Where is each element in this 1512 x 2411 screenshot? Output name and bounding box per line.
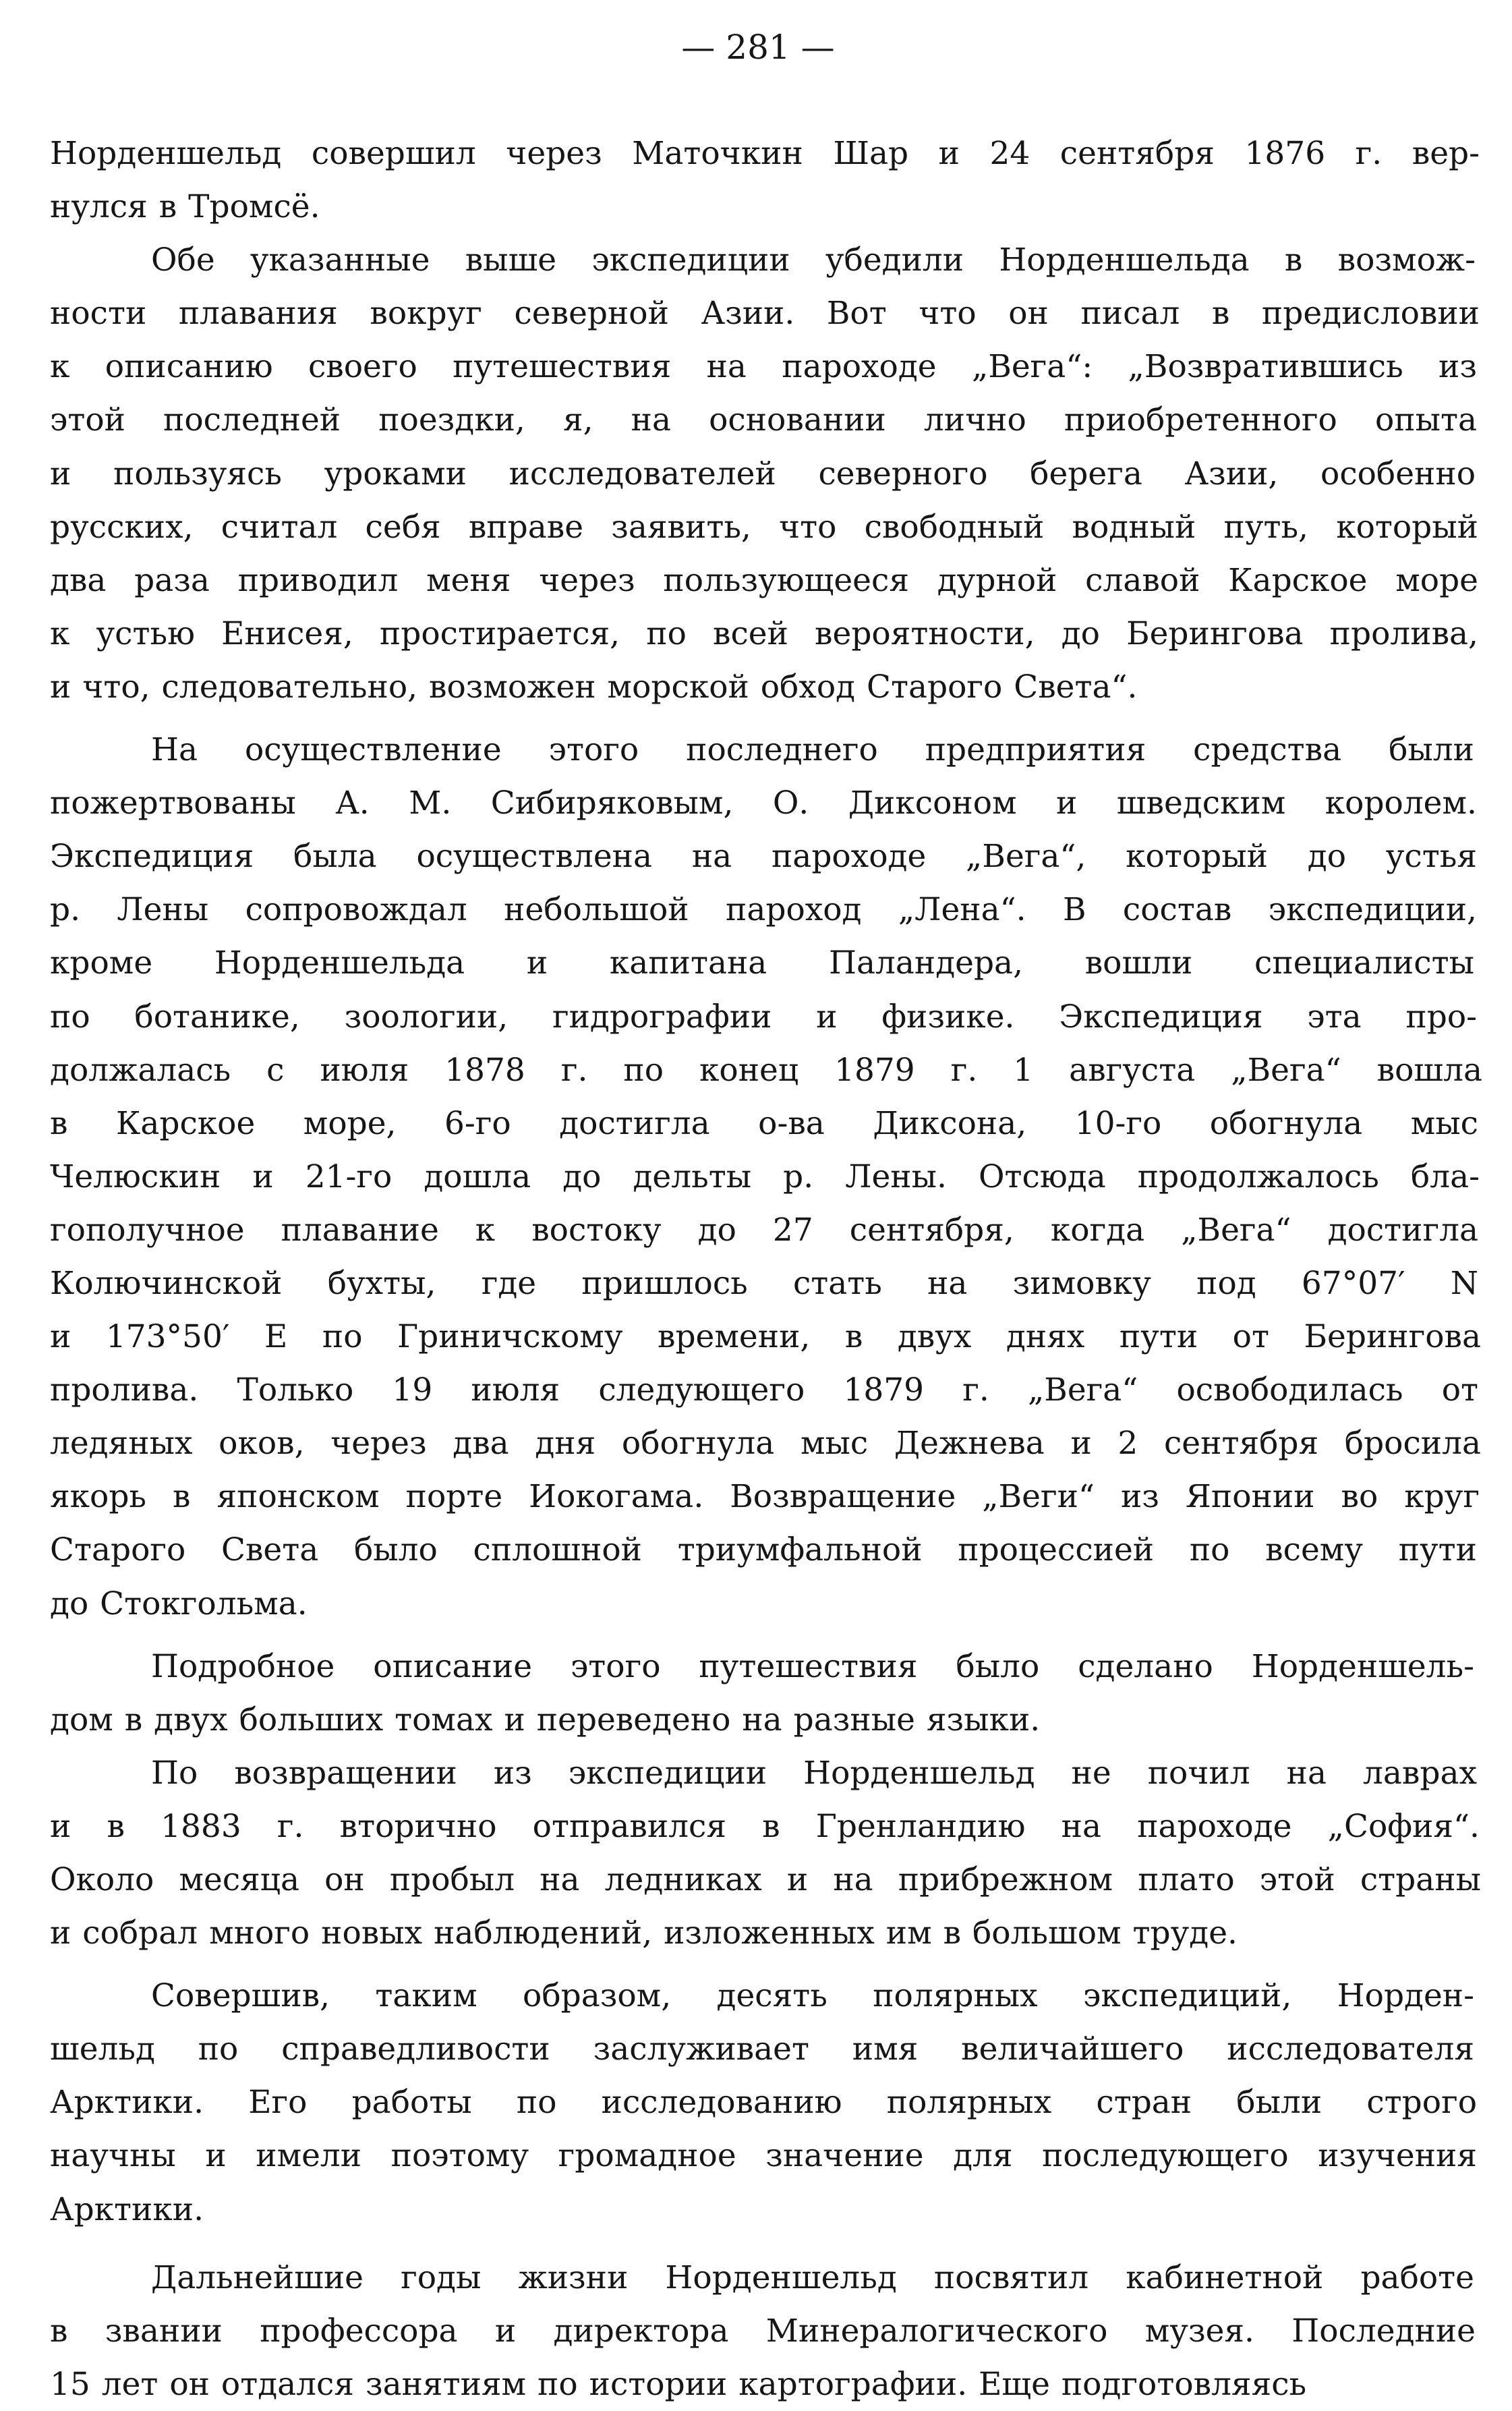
text-line: и собрал много новых наблюдений, изложенных им в большом труде.	[50, 1914, 1238, 1952]
text-line: ледяных оков, через два дня обогнула мыс Дежнева и 2 сентября бросила	[50, 1425, 1481, 1463]
text-line: должалась с июля 1878 г. по конец 1879 г. 1 августа „Вега“ вошла	[50, 1051, 1482, 1089]
text-line: Старого Света было сплошной триумфальной процессией по всему пути	[50, 1531, 1477, 1569]
text-line: до Стокгольма.	[50, 1585, 308, 1622]
text-line: пожертвованы А. М. Сибиряковым, О. Диксоном и шведским королем.	[50, 785, 1477, 822]
text-line: гополучное плавание к востоку до 27 сентября, когда „Вега“ достигла	[50, 1211, 1478, 1249]
paragraph	[50, 1640, 1474, 1747]
text-line: дом в двух больших томах и переведено на разные языки.	[50, 1701, 1041, 1738]
text-line: р. Лены сопровождал небольшой пароход „Лена“. В состав экспедиции,	[50, 891, 1477, 929]
paragraph	[50, 2251, 1476, 2411]
paragraph	[50, 233, 1480, 714]
text-line: к устью Енисея, простирается, по всей вероятности, до Берингова пролива,	[50, 615, 1478, 652]
text-line: кроме Норденшельда и капитана Паландера, вошли специалисты	[50, 944, 1474, 982]
text-line: ности плавания вокруг северной Азии. Вот что он писал в предисловии	[50, 295, 1480, 333]
paragraph	[50, 1747, 1481, 1960]
text-line: два раза приводил меня через пользующееся дурной славой Карское море	[50, 561, 1478, 599]
text-line: пролива. Только 19 июля следующего 1879 г. „Вега“ освободилась от	[50, 1371, 1478, 1409]
page-number: — 281 —	[681, 28, 835, 67]
text-line: в звании профессора и директора Минералогического музея. Последние	[50, 2312, 1476, 2350]
text-line: якорь в японском порте Иокогама. Возвращение „Веги“ из Японии во круг	[50, 1478, 1480, 1516]
text-line: и что, следовательно, возможен морской обход Старого Света“.	[50, 668, 1138, 706]
text-line: Колючинской бухты, где пришлось стать на зимовку под 67°07′ N	[50, 1264, 1478, 1302]
text-line: На осуществление этого последнего предприятия средства были	[151, 731, 1474, 769]
text-line: Совершив, таким образом, десять полярных экспедиций, Норден-	[151, 1977, 1474, 2015]
text-line: к описанию своего путешествия на пароходе „Вега“: „Возвратившись из	[50, 348, 1477, 386]
text-line: Арктики.	[50, 2190, 204, 2228]
text-line: Экспедиция была осуществлена на пароходе „Вега“, который до устья	[50, 838, 1477, 876]
text-line: Около месяца он пробыл на ледниках и на прибрежном плато этой страны	[50, 1861, 1481, 1898]
text-line: 15 лет он отдался занятиям по истории картографии. Еще подготовляясь	[50, 2365, 1307, 2403]
text-line: и в 1883 г. вторично отправился в Гренландию на пароходе „София“.	[50, 1807, 1480, 1845]
text-line: и пользуясь уроками исследователей северного берега Азии, особенно	[50, 455, 1476, 492]
text-line: Челюскин и 21-го дошла до дельты р. Лены. Отсюда продолжалось бла-	[50, 1158, 1480, 1195]
text-line: в Карское море, 6-го достигла о-ва Диксона, 10-го обогнула мыс	[50, 1104, 1478, 1142]
text-line: Подробное описание этого путешествия было сделано Норденшель-	[151, 1647, 1474, 1685]
text-line: нулся в Тромсё.	[50, 188, 320, 226]
text-line: этой последней поездки, я, на основании лично приобретенного опыта	[50, 401, 1477, 439]
text-line: Обе указанные выше экспедиции убедили Норденшельда в возмож-	[151, 242, 1476, 279]
text-line: Дальнейшие годы жизни Норденшельд посвятил кабинетной работе	[151, 2259, 1474, 2296]
book-page	[50, 20, 1482, 2411]
paragraph	[50, 1969, 1477, 2236]
paragraph	[50, 127, 1480, 233]
text-line: шельд по справедливости заслуживает имя величайшего исследователя	[50, 2031, 1474, 2068]
text-body	[50, 127, 1482, 2411]
text-line: Арктики. Его работы по исследованию полярных стран были строго	[50, 2084, 1477, 2122]
text-line: по ботанике, зоологии, гидрографии и физике. Экспедиция эта про-	[50, 998, 1477, 1036]
text-line: русских, считал себя вправе заявить, что свободный водный путь, который	[50, 508, 1478, 546]
text-line: и 173°50′ E по Гриничскому времени, в двух днях пути от Берингова	[50, 1318, 1481, 1356]
text-line: Норденшельд совершил через Маточкин Шар и 24 сентября 1876 г. вер-	[50, 135, 1480, 172]
text-line: научны и имели поэтому громадное значение для последующего изучения	[50, 2137, 1477, 2175]
paragraph	[50, 723, 1482, 1630]
text-line: По возвращении из экспедиции Норденшельд не почил на лаврах	[151, 1754, 1477, 1792]
